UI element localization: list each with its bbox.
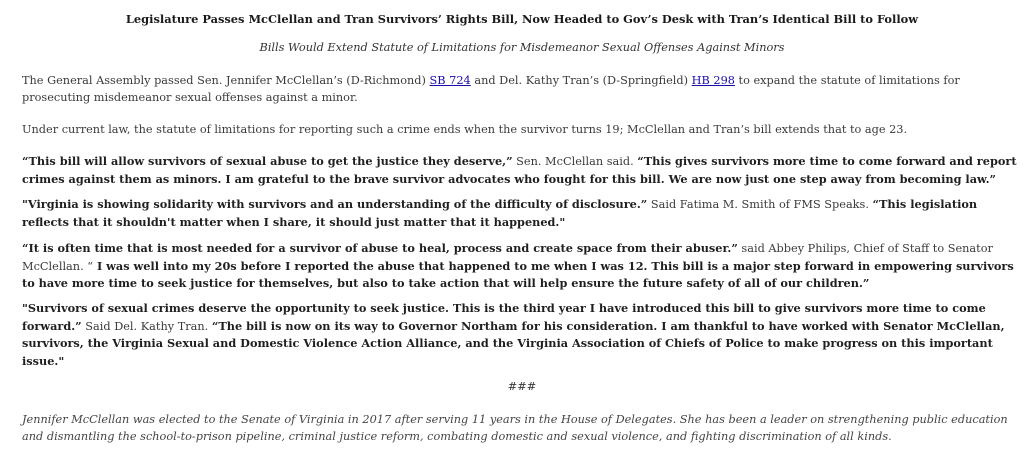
intro-paragraph: The General Assembly passed Sen. Jennifer McClellan’s (D-Richmond) SB 724 and Del. Kathy Tran’s (D-Springfield) HB 298 to expand the statute of limitations for prosecuting misdemeanor sexual offenses against a minor.: [22, 74, 960, 104]
subheadline: Bills Would Extend Statute of Limitations for Misdemeanor Sexual Offenses Against Minors: [259, 41, 785, 54]
smith-quote: "Virginia is showing solidarity with survivors and an understanding of the difficulty of disclosure.” Said Fatima M. Smith of FMS Speaks. “This legislation reflects that it shouldn't matter when I share, it should just matter that it happened.": [22, 197, 978, 229]
bio-paragraph: Jennifer McClellan was elected to the Senate of Virginia in 2017 after serving 11 years in the House of Delegates. She has been a leader on strengthening public education and dismantling the school-to-prison pipeline, criminal justice reform, combating domestic and sexual violence, and fighting discrimination of all kinds.: [22, 413, 1008, 443]
sb-724-link[interactable]: SB 724: [429, 74, 471, 87]
current-law-paragraph: Under current law, the statute of limitations for reporting such a crime ends when the survivor turns 19; McClellan and Tran’s bill extends that to age 23.: [22, 123, 908, 136]
hb-298-link[interactable]: HB 298: [691, 74, 735, 87]
separator: ###: [507, 380, 537, 393]
headline: Legislature Passes McClellan and Tran Survivors’ Rights Bill, Now Headed to Gov’s Desk with Tran’s Identical Bill to Follow: [125, 12, 919, 26]
philips-quote: “It is often time that is most needed for a survivor of abuse to heal, process and create space from their abuser.” said Abbey Philips, Chief of Staff to Senator McClellan. “ I was well into my 20s before I reported the abuse that happened to me when I was 12. This bill is a major step forward in empowering survivors to have more time to seek justice for themselves, but also to take action that will help ensure the future safety of all of our children.”: [22, 241, 1014, 290]
tran-quote: "Survivors of sexual crimes deserve the opportunity to seek justice. This is the third year I have introduced this bill to give survivors more time to come forward.” Said Del. Kathy Tran. “The bill is now on its way to Governor Northam for his consideration. I am thankful to have worked with Senator McClellan, survivors, the Virginia Sexual and Domestic Violence Action Alliance, and the Virginia Association of Chiefs of Police to make progress on this important issue.": [22, 301, 1005, 368]
mcclellan-quote: “This bill will allow survivors of sexual abuse to get the justice they deserve,” Sen. McClellan said. “This gives survivors more time to come forward and report crimes against them as minors. I am grateful to the brave survivor advocates who fought for this bill. We are now just one step away from becoming law.”: [22, 154, 1017, 186]
